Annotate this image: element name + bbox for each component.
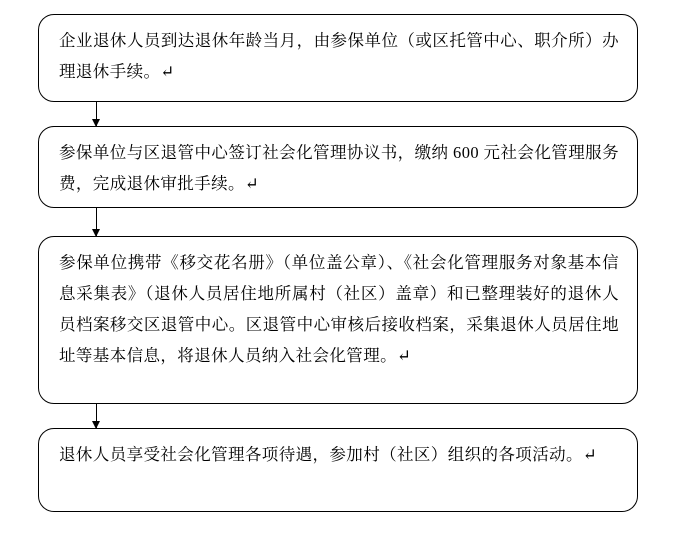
flow-arrow-3-4 bbox=[96, 404, 97, 428]
flow-node-text: 参保单位携带《移交花名册》（单位盖公章）、《社会化管理服务对象基本信息采集表》（退休人员居住地所属村（社区）盖章）和已整理装好的退休人员档案移交区退管中心。区退管中心审核后接收档案，采集退休人员居住地址等基本信息，将退休人员纳入社会化管理。↵ bbox=[59, 253, 619, 365]
flow-arrow-2-3 bbox=[96, 208, 97, 236]
flow-node-step-4 bbox=[38, 428, 638, 512]
flow-node-step-2 bbox=[38, 126, 638, 208]
flow-node-step-1 bbox=[38, 14, 638, 102]
flow-node-text: 参保单位与区退管中心签订社会化管理协议书，缴纳 600 元社会化管理服务费，完成退休审批手续。↵ bbox=[59, 143, 619, 193]
flow-node-step-3 bbox=[38, 236, 638, 404]
flow-node-text: 退休人员享受社会化管理各项待遇，参加村（社区）组织的各项活动。↵ bbox=[59, 445, 598, 464]
flow-arrow-1-2 bbox=[96, 102, 97, 126]
flow-node-text: 企业退休人员到达退休年龄当月，由参保单位（或区托管中心、职介所）办理退休手续。↵ bbox=[59, 31, 619, 81]
